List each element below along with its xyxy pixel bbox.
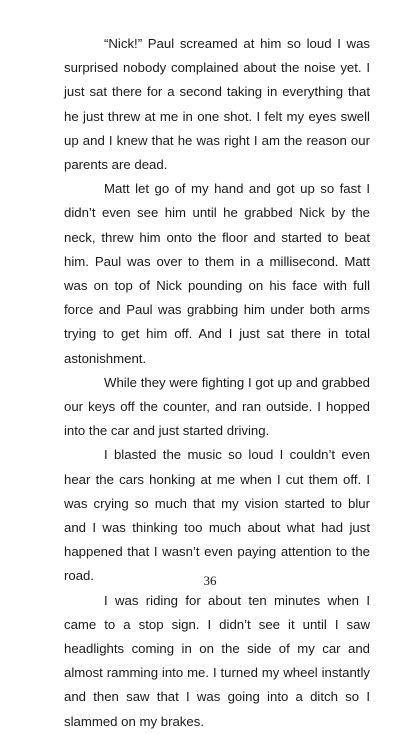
page-number: 36: [203, 573, 217, 588]
body-text: [64, 32, 370, 734]
paragraph: “Nick!” Paul screamed at him so loud I was surprised nobody complained about the noise yet. I just sat there for a second taking in everything that he just threw at me in one shot. I felt my eyes swell up and I knew that he was right I am the reason our parents are dead.: [64, 36, 370, 173]
paragraph: Matt let go of my hand and got up so fast I didn’t even see him until he grabbed Nick by the neck, threw him onto the floor and started to beat him. Paul was over to them in a millisecond. Matt was on top of Nick pounding on his face with full force and Paul was grabbing him under both arms trying to get him off. And I just sat there in total astonishment.: [64, 181, 370, 366]
paragraph: While they were fighting I got up and grabbed our keys off the counter, and ran outside. I hopped into the car and just started driving.: [64, 374, 370, 439]
paragraph: I was riding for about ten minutes when I came to a stop sign. I didn’t see it until I saw headlights coming in on the side of my car and almost ramming into me. I turned my wheel instantly and then saw that I was going into a ditch so I slammed on my brakes.: [64, 592, 370, 729]
paragraph: I blasted the music so loud I couldn’t even hear the cars honking at me when I cut them off. I was crying so much that my vision started to blur and I was thinking too much about what had just happened that I wasn’t even paying attention to the road.: [64, 447, 370, 584]
